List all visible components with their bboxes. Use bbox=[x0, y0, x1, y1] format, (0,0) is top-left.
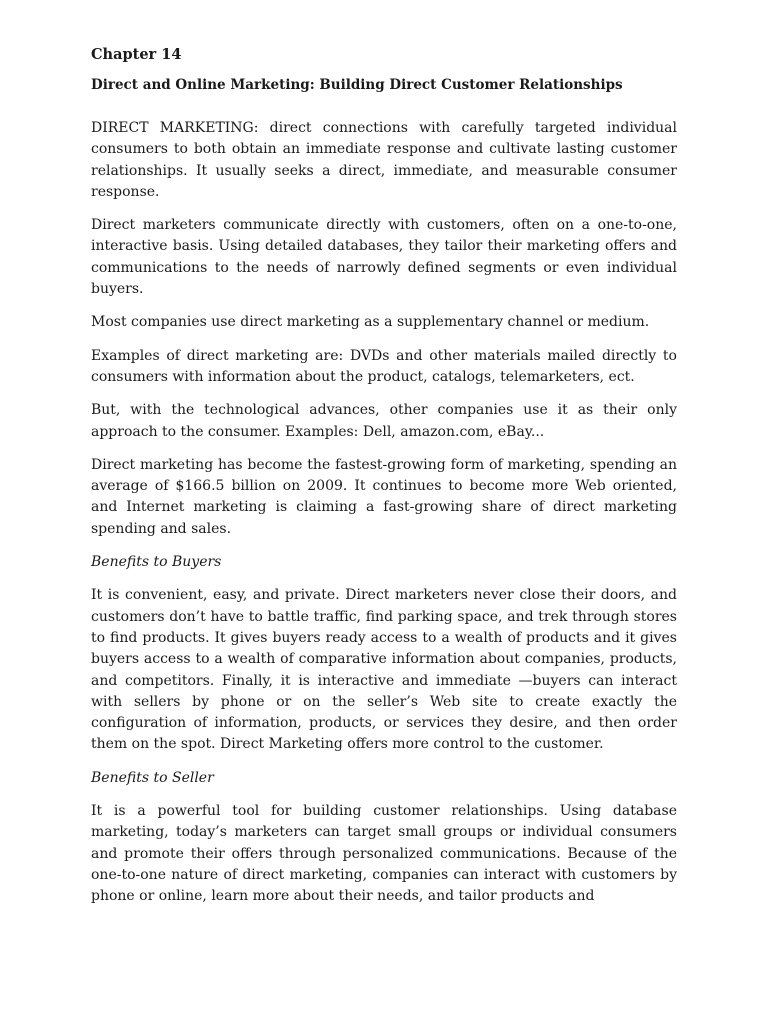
subheading-benefits-to-seller: Benefits to Seller bbox=[91, 769, 214, 786]
document-page bbox=[91, 44, 677, 920]
paragraph-direct-marketing-definition: DIRECT MARKETING: direct connections with carefully targeted individual consumers to both obtain an immediate response and cultivate lasting customer relationships. It usually seeks a direct, immediate, and measurable consumer response. bbox=[91, 120, 677, 200]
subheading-benefits-to-buyers: Benefits to Buyers bbox=[91, 554, 222, 571]
paragraph-fastest-growing: Direct marketing has become the fastest-growing form of marketing, spending an average of $166.5 billion on 2009. It continues to become more Web oriented, and Internet marketing is claiming a fast-growing share of direct marketing spending and sales. bbox=[91, 456, 677, 537]
paragraph-examples: Examples of direct marketing are: DVDs and other materials mailed directly to consumers with information about the product, catalogs, telemarketers, ect. bbox=[91, 347, 677, 385]
paragraph-technological-advances: But, with the technological advances, other companies use it as their only approach to the consumer. Examples: Dell, amazon.com, eBay... bbox=[91, 402, 677, 440]
paragraph-seller-benefits: It is a powerful tool for building customer relationships. Using database marketing, today’s marketers can target small groups or individual consumers and promote their offers through personalized communications. Because of the one-to-one nature of direct marketing, companies can interact with customers by phone or online, learn more about their needs, and tailor products and bbox=[91, 803, 677, 905]
paragraph-direct-communication: Direct marketers communicate directly with customers, often on a one-to-one, interactive basis. Using detailed databases, they tailor their marketing offers and communications to the needs of narrowly defined segments or even individual buyers. bbox=[91, 217, 677, 298]
chapter-title: Direct and Online Marketing: Building Direct Customer Relationships bbox=[91, 77, 623, 93]
paragraph-buyer-benefits: It is convenient, easy, and private. Direct marketers never close their doors, and customers don’t have to battle traffic, find parking space, and trek through stores to find products. It gives buyers ready access to a wealth of products and it gives buyers access to a wealth of comparative information about companies, products, and competitors. Finally, it is interactive and immediate —buyers can interact with sellers by phone or on the seller’s Web site to create exactly the configuration of information, products, or services they desire, and then order them on the spot. Direct Marketing offers more control to the customer. bbox=[91, 587, 677, 753]
paragraph-supplementary-channel: Most companies use direct marketing as a supplementary channel or medium. bbox=[91, 314, 650, 331]
chapter-label: Chapter 14 bbox=[91, 46, 182, 63]
